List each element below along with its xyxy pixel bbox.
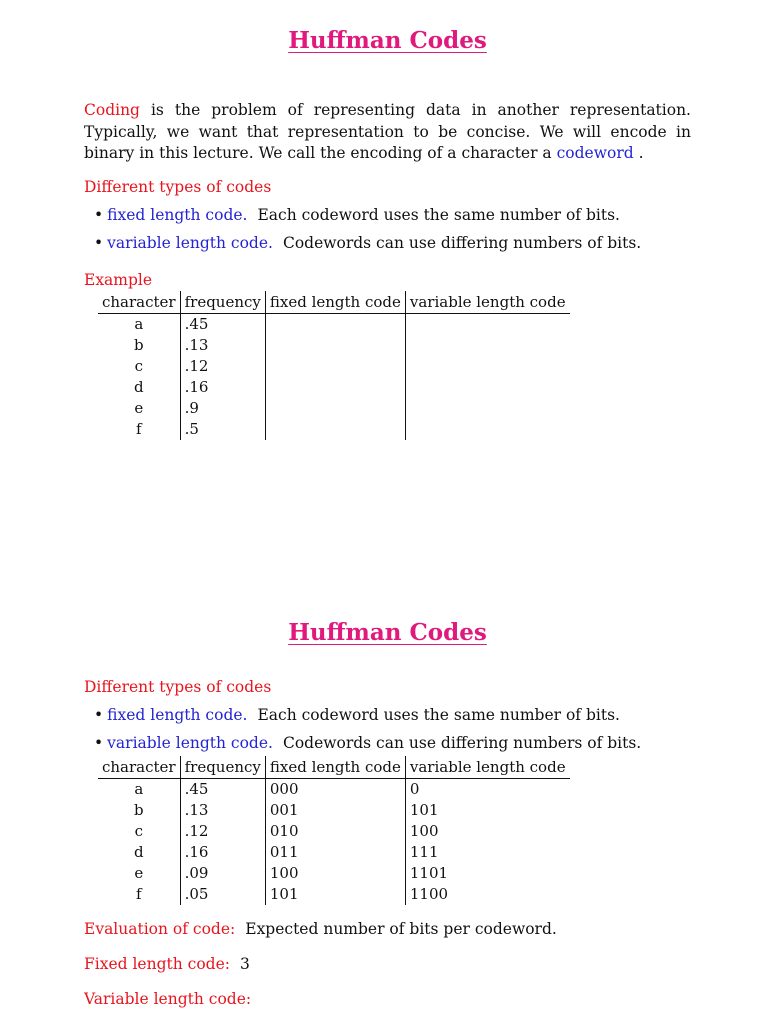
cell-character: a [98,779,180,801]
example-heading: Example [84,270,153,289]
intro-text-1: is the problem of representing data in another representation. Typically, we want that representation to be concise. We will encode in binary in this lecture. We call the encoding of a character a [84,101,691,162]
cell-variable-code: 100 [409,822,439,840]
cell-frequency: .45 [180,313,265,335]
fixed-term: fixed length code. [107,706,248,724]
cell-character: c [98,356,180,377]
header-variable: variable length code [405,756,569,779]
cell-variable-code [405,398,569,419]
table-row [98,884,570,905]
table-row [98,800,570,821]
cell-fixed-code: 101 [265,884,405,905]
cell-fixed-code [265,335,405,356]
cell-variable-code: 101 [409,801,439,819]
cell-variable-code [405,313,569,335]
cell-variable-code [405,377,569,398]
cell-frequency: .45 [180,779,265,801]
intro-text-2: . [633,144,644,162]
table-header-row [98,756,570,779]
cell-frequency: .13 [180,800,265,821]
bullet-fixed [94,205,691,226]
table-row [98,377,570,398]
evaluation-text: Expected number of bits per codeword. [245,920,557,938]
cell-variable-code: 1100 [409,885,449,903]
table-header-row [98,291,570,314]
slide-title: Huffman Codes [288,619,487,646]
cell-character: b [98,800,180,821]
table-row [98,779,570,801]
table-row [98,821,570,842]
evaluation-label: Evaluation of code: [84,920,236,938]
header-character: character [98,291,180,314]
fixed-term: fixed length code. [107,205,248,224]
bullet-icon: • [94,205,104,224]
cell-fixed-code: 001 [265,800,405,821]
cell-fixed-code [265,398,405,419]
example-table [98,291,570,440]
slide-1 [84,24,691,440]
fixed-cost-value: 3 [239,955,250,973]
types-heading: Different types of codes [84,678,272,696]
cell-character: d [98,377,180,398]
cell-character: f [98,884,180,905]
cell-fixed-code [265,377,405,398]
cell-frequency: .05 [180,884,265,905]
table-row [98,863,570,884]
header-frequency: frequency [180,756,265,779]
cell-character: c [98,821,180,842]
variable-cost-label: Variable length code: [84,990,252,1008]
header-frequency: frequency [180,291,265,314]
cell-frequency: .5 [180,419,265,440]
cell-variable-code: 111 [409,843,439,861]
bullet-variable [94,733,691,754]
types-heading: Different types of codes [84,177,272,196]
evaluation-line [84,919,691,940]
cell-fixed-code: 011 [265,842,405,863]
cell-frequency: .12 [180,821,265,842]
table-row [98,419,570,440]
bullet-fixed [94,705,691,726]
bullet-icon: • [94,734,104,752]
cell-fixed-code [265,313,405,335]
slide-2 [84,616,691,1010]
cell-variable-code: 1101 [409,864,449,882]
fixed-cost-label: Fixed length code: [84,955,230,973]
header-fixed: fixed length code [265,291,405,314]
cell-character: e [98,398,180,419]
cell-frequency: .13 [180,335,265,356]
cell-character: e [98,863,180,884]
variable-desc: Codewords can use differing numbers of bits. [282,734,642,752]
cell-frequency: .9 [180,398,265,419]
header-fixed: fixed length code [265,756,405,779]
cell-frequency: .12 [180,356,265,377]
fixed-desc: Each codeword uses the same number of bits. [257,205,620,224]
cell-character: b [98,335,180,356]
cell-fixed-code: 100 [265,863,405,884]
header-variable: variable length code [405,291,569,314]
cell-character: d [98,842,180,863]
bullet-icon: • [94,706,104,724]
cell-frequency: .16 [180,377,265,398]
cell-frequency: .09 [180,863,265,884]
bullet-icon: • [94,233,104,252]
table-row [98,398,570,419]
cell-variable-code [405,335,569,356]
variable-cost-line [84,989,691,1010]
fixed-desc: Each codeword uses the same number of bits. [257,706,620,724]
cell-character: f [98,419,180,440]
cell-fixed-code [265,419,405,440]
fixed-cost-line [84,954,691,975]
code-types-list [84,705,691,754]
variable-term: variable length code. [107,734,273,752]
variable-desc: Codewords can use differing numbers of bits. [282,233,642,252]
table-row [98,356,570,377]
bullet-variable [94,233,691,254]
code-types-list [84,205,691,254]
cell-variable-code: 0 [409,780,420,798]
cell-character: a [98,313,180,335]
table-row [98,842,570,863]
cell-variable-code [405,419,569,440]
codes-table [98,756,570,905]
cell-fixed-code: 000 [265,779,405,801]
table-row [98,313,570,335]
cell-frequency: .16 [180,842,265,863]
cell-fixed-code: 010 [265,821,405,842]
table-row [98,335,570,356]
cell-variable-code [405,356,569,377]
cell-fixed-code [265,356,405,377]
intro-paragraph [84,100,691,165]
codeword-term: codeword [556,144,634,162]
slide-title: Huffman Codes [288,27,487,54]
coding-term: Coding [84,101,140,119]
header-character: character [98,756,180,779]
variable-term: variable length code. [107,233,273,252]
